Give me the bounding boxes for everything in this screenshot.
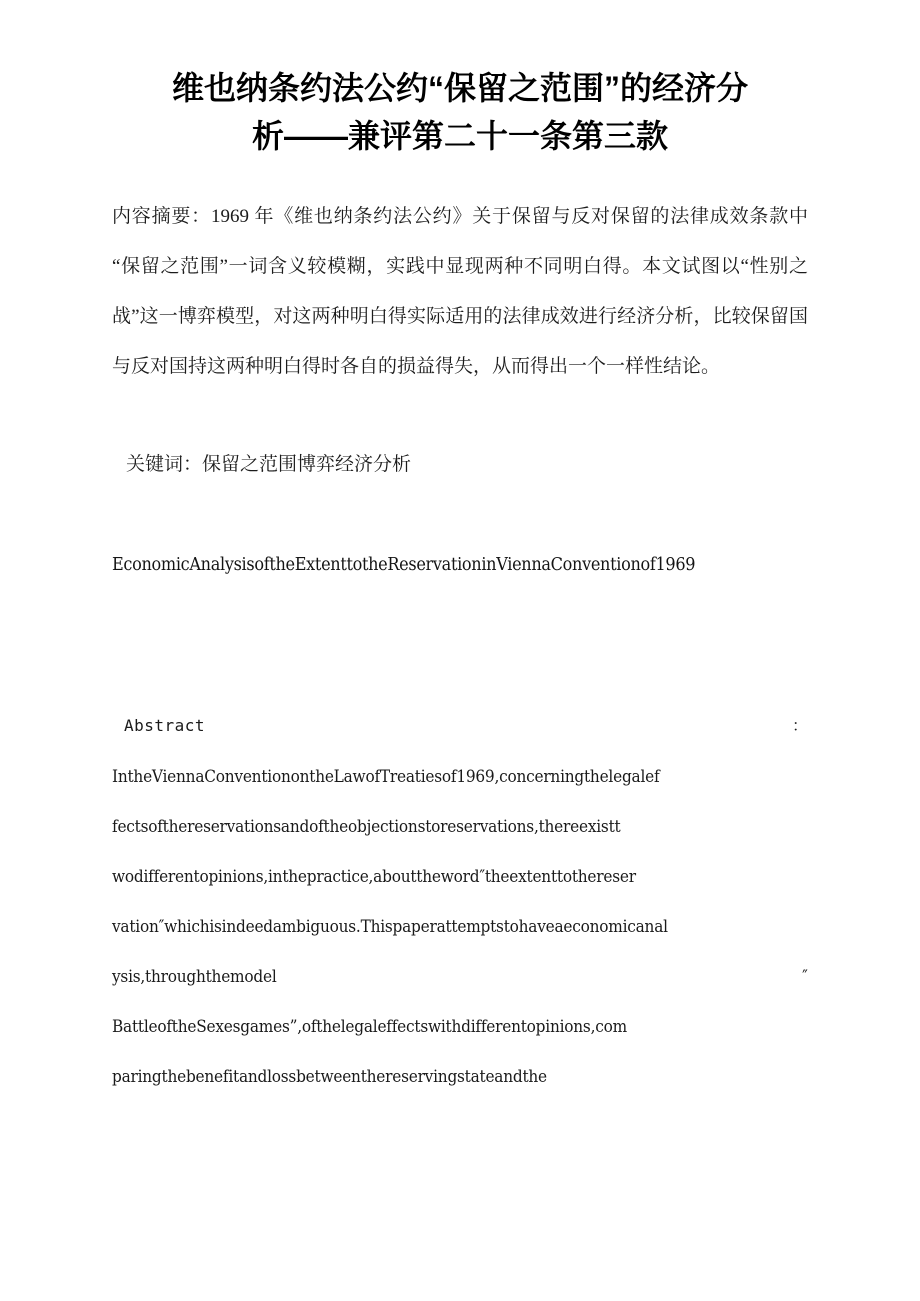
- english-abstract-line: fectsofthereservationsandoftheobjectionstoreservations,thereexistt: [112, 817, 621, 836]
- page-title: [112, 0, 808, 160]
- english-abstract-line: BattleoftheSexesgames”,ofthelegaleffectswithdifferentopinions,com: [112, 1017, 627, 1036]
- english-abstract-line: [112, 952, 808, 1002]
- english-abstract-label: Abstract: [124, 716, 206, 735]
- page-title-line-2: 析——兼评第二十一条第三款: [251, 118, 668, 154]
- english-abstract-body: [112, 748, 808, 1102]
- english-abstract-line: IntheViennaConventionontheLawofTreatiesof1969,concerningthelegalef: [112, 767, 660, 786]
- english-abstract-line: paringthebenefitandlossbetweenthereservingstateandthe: [112, 1067, 547, 1086]
- english-abstract-line: wodifferentopinions,inthepractice,abouttheword″theextenttothereser: [112, 867, 636, 886]
- chinese-keywords-line: 关键词：保留之范围博弈经济分析: [126, 454, 412, 475]
- english-abstract-label-line: [112, 586, 808, 748]
- english-title: EconomicAnalysisoftheExtenttotheReservationinViennaConventionof1969: [112, 555, 696, 575]
- english-abstract-colon: ：: [791, 716, 808, 735]
- chinese-abstract-paragraph: 内容摘要：1969 年《维也纳条约法公约》关于保留与反对保留的法律成效条款中“保留之范围”一词含义较模糊，实践中显现两种不同明白得。本文试图以“性别之战”这一博弈模型，对这两种明白得实际适用的法律成效进行经济分析，比较保留国与反对国持这两种明白得时各自的损益得失，从而得出一个一样性结论。: [112, 206, 808, 377]
- page-content-column: [112, 0, 808, 1102]
- english-abstract-line-right: ″: [802, 967, 808, 986]
- english-abstract-line-left: ysis,throughthemodel: [112, 967, 277, 986]
- page-title-line-1: 维也纳条约法公约“保留之范围”的经济分: [171, 70, 748, 106]
- english-abstract-line: vation″whichisindeedambiguous.Thispaperattemptstohaveaeconomicanal: [112, 917, 668, 936]
